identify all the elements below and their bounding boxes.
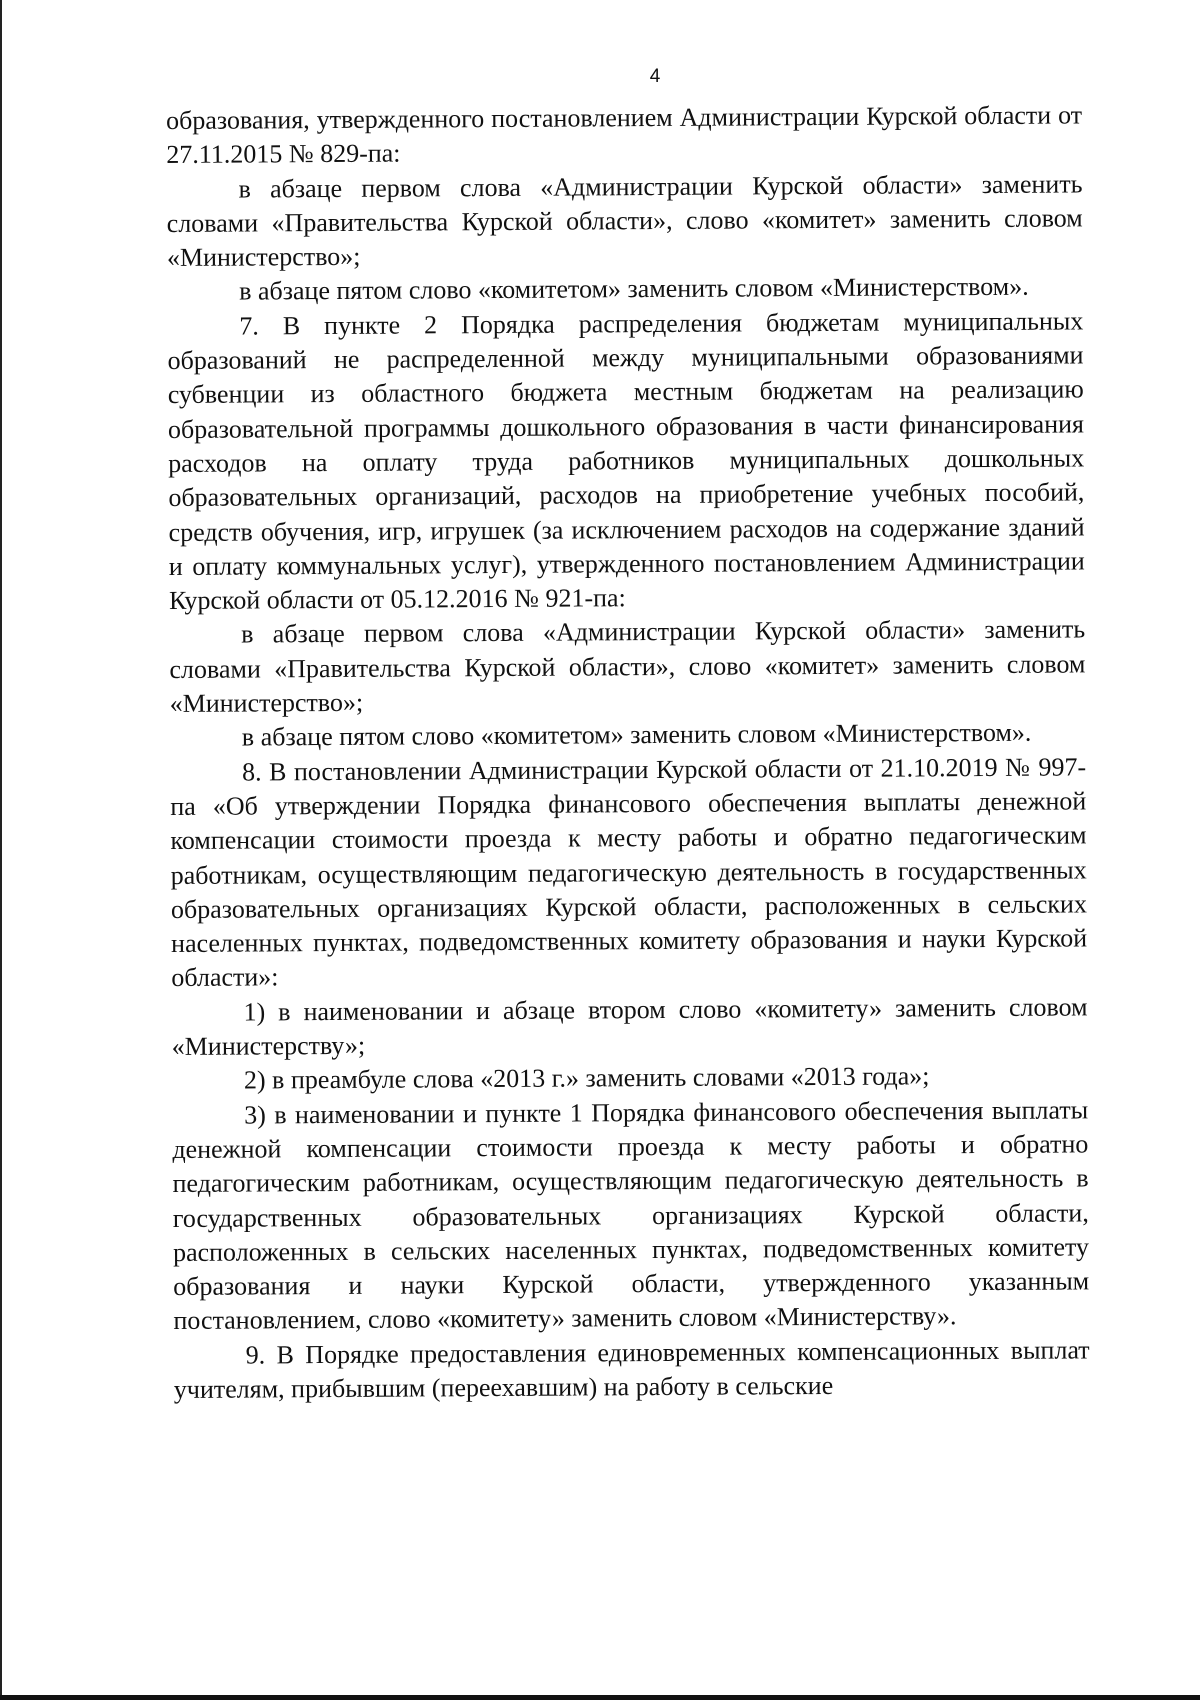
paragraph-item-8: 8. В постановлении Администрации Курской области от 21.10.2019 № 997-па «Об утверждении Порядка финансового обеспечения выплаты денежной компенсации стоимости проезда к месту работы и обратно педагогическим работникам, осуществляющим педагогическую деятельность в государственных образовательных организациях Курской области, расположенных в сельских населенных пунктах, подведомственных комитету образования и науки Курской области»:: [170, 752, 1088, 993]
paragraph: в абзаце первом слова «Администрации Курской области» заменить словами «Правительства Курской области», слово «комитет» заменить словом «Министерство»;: [166, 168, 1083, 273]
paragraph-item-7: 7. В пункте 2 Порядка распределения бюджетам муниципальных образований не распределенной между муниципальными образованиями субвенции из областного бюджета местным бюджетам на реализацию образовательной программы дошкольного образования в части финансирования расходов на оплату труда работников муниципальных дошкольных образовательных организаций, расходов на приобретение учебных пособий, средств обучения, игр, игрушек (за исключением расходов на содержание зданий и оплату коммунальных услуг), утвержденного постановлением Администрации Курской области от 05.12.2016 № 921-па:: [167, 306, 1085, 616]
paragraph: в абзаце пятом слово «комитетом» заменить словом «Министерством».: [241, 718, 1032, 752]
paragraph-item-9: 9. В Порядке предоставления единовременных компенсационных выплат учителям, прибывшим (переехавшим) на работу в сельские: [173, 1335, 1090, 1404]
subitem-3: 3) в наименовании и пункте 1 Порядка финансового обеспечения выплаты денежной компенсации стоимости проезда к месту работы и обратно педагогическим работникам, осуществляющим педагогическую деятельность в государственных образовательных организациях Курской области, расположенных в сельских населенных пунктах, подведомственных комитету образования и науки Курской области, утвержденного указанным постановлением, слово «комитету» заменить словом «Министерству».: [172, 1094, 1090, 1336]
scan-left-edge: [0, 0, 2, 1700]
scan-bottom-edge: [0, 1695, 1200, 1700]
page-number: 4: [649, 66, 661, 87]
subitem-1: 1) в наименовании и абзаце втором слово «комитету» заменить словом «Министерству»;: [171, 992, 1088, 1061]
paragraph: в абзаце первом слова «Администрации Курской области» заменить словами «Правительства Курской области», слово «комитет» заменить словом «Министерство»;: [169, 614, 1086, 719]
document-body: [166, 98, 1090, 1407]
paragraph-continuation: образования, утвержденного постановлением Администрации Курской области от 27.11.2015 № 829-па:: [166, 100, 1083, 170]
paragraph: в абзаце пятом слово «комитетом» заменить словом «Министерством».: [239, 272, 1029, 307]
subitem-2: 2) в преамбуле слова «2013 г.» заменить словами «2013 года»;: [243, 1061, 930, 1095]
